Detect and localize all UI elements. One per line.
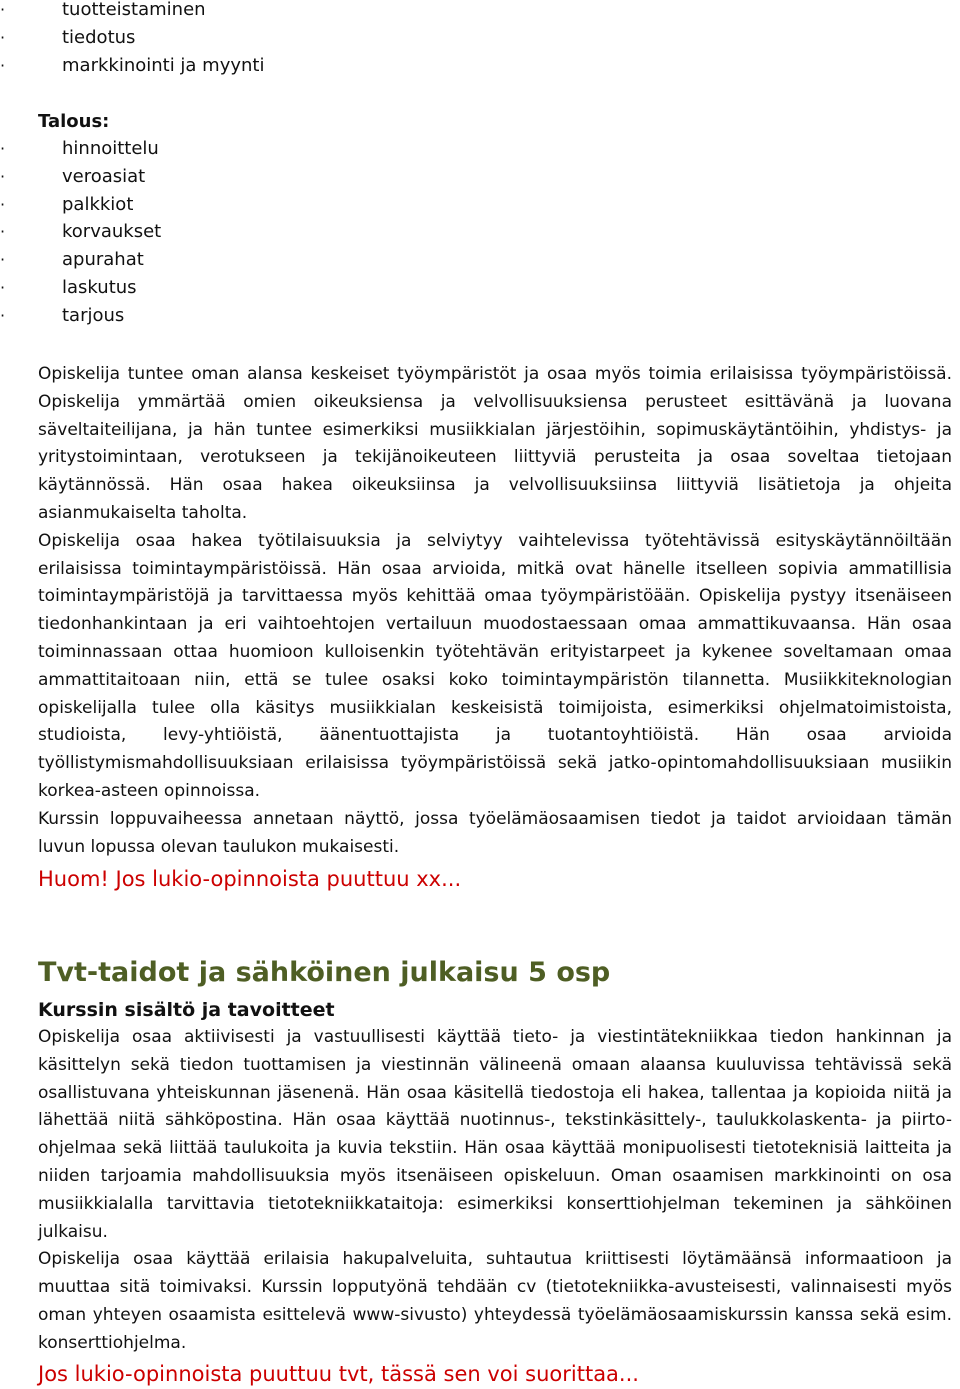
- course-title: Tvt-taidot ja sähköinen julkaisu 5 osp: [38, 957, 611, 988]
- paragraph-assessment: Kurssin loppuvaiheessa annetaan näyttö, jossa työelämäosaamisen tiedot ja taidot arvioidaan tämän luvun lopussa olevan taulukon mukaisesti.: [38, 808, 952, 857]
- paragraph-ict-skills: Opiskelija osaa aktiivisesti ja vastuullisesti käyttää tieto- ja viestintätekniikkaa tiedon hankinnan ja käsittelyn sekä tiedon tuottamisen ja viestinnän välineenä omaan alaansa kuuluvissa tehtävissä sekä osallistuvana yhteiskunnan jäsenenä. Hän osaa käsitellä tiedostoja eli hakea, tallentaa ja kopioida niitä ja lähettää niitä sähköpostina. Hän osaa käyttää nuotinnus-, tekstinkäsittely-, taulukkolaskenta- ja piirto-ohjelmaa sekä liittää taulukoita ja kuvia tekstiin. Hän osaa käyttää monipuolisesti tietoteknisiä laitteita ja niiden tarjoamia mahdollisuuksia myös itsenäiseen opiskeluun. Oman osaamisen markkinointi on osa musiikkialalla tarvittavia tietotekniikkataitoja: esimerkiksi konserttiohjelman tekeminen ja sähköinen julkaisu.: [38, 1027, 952, 1242]
- list-item: · veroasiat: [0, 163, 161, 191]
- list-item: · laskutus: [0, 274, 161, 302]
- section-body: [38, 361, 952, 861]
- bullet-list-topics: [0, 0, 264, 79]
- list-item: · palkkiot: [0, 191, 161, 219]
- bullet-icon: ·: [0, 250, 6, 270]
- paragraph-search-services: Opiskelija osaa käyttää erilaisia hakupalveluita, suhtautua kriittisesti löytämäänsä informaatioon ja muuttaa sitä toimivaksi. Kurssin lopputyönä tehdään cv (tietotekniikka-avusteisesti, valinnaisesti myös oman yhteyen osaamista esittelevä www-sivusto) yhteydessä työelämäosaamiskurssin kanssa sekä esim. konserttiohjelma.: [38, 1249, 952, 1353]
- bullet-icon: ·: [0, 277, 6, 297]
- paragraph-rights: Opiskelija tuntee oman alansa keskeiset työympäristöt ja osaa myös toimia erilaisissa työympäristöissä. Opiskelija ymmärtää omien oikeuksiensa ja velvollisuuksiensa perusteet esittävänä ja luovana säveltaiteilijana, ja hän tuntee esimerkiksi musiikkialan järjestöihin, sopimuskäytäntöihin, yhdistys- ja yritystoimintaan, verotukseen ja tekijänoikeuteen liittyviä perusteita ja osaa soveltaa tietojaan käytännössä. Hän osaa hakea oikeuksiinsa ja velvollisuuksiinsa liittyviä lisätietoja ja ohjeita asianmukaiselta taholta.: [38, 364, 952, 523]
- bullet-icon: ·: [0, 27, 6, 47]
- list-item: · tarjous: [0, 302, 161, 330]
- list-item: · tuotteistaminen: [0, 0, 264, 24]
- note-missing-studies: Huom! Jos lukio-opinnoista puuttuu xx...: [38, 867, 462, 891]
- list-item: · tiedotus: [0, 24, 264, 52]
- talous-heading: Talous:: [38, 111, 110, 132]
- paragraph-work-opportunities: Opiskelija osaa hakea työtilaisuuksia ja selviytyy vaihtelevissa työtehtävissä esityskäytännöiltään erilaisissa toimintaympäristöissä. Hän osaa arvioida, mitkä ovat hänelle itselleen sopivia ammatillisia toimintaympäristöjä ja tarvittaessa myös kehittää omaa työympäristöään. Opiskelija pystyy itsenäiseen tiedonhankintaan ja eri vaihtoehtojen vertailuun muodostaessaan omaa ammattikuvaansa. Hän osaa toiminnassaan ottaa huomioon kulloisenkin työtehtävän erityistarpeet ja kykenee soveltamaan omaa ammattitaitoaan niin, että se tulee osaksi koko toimintaympäristön tilannetta. Musiikkiteknologian opiskelijalla tulee olla käsitys musiikkialan keskeisistä toimijoista, esimerkiksi ohjelmatoimistoista, studioista, levy-yhtiöistä, äänentuottajista ja tuotantoyhtiöistä. Hän osaa arvioida työllistymismahdollisuuksiaan erilaisissa työympäristöissä sekä jatko-opintomahdollisuuksiaan musiikin korkea-asteen opinnoissa.: [38, 530, 952, 801]
- list-item: · apurahat: [0, 246, 161, 274]
- note-tvt-studies: Jos lukio-opinnoista puuttuu tvt, tässä sen voi suorittaa...: [38, 1362, 639, 1386]
- list-item: · korvaukset: [0, 218, 161, 246]
- bullet-icon: ·: [0, 166, 6, 186]
- list-item: · markkinointi ja myynti: [0, 52, 264, 80]
- bullet-icon: ·: [0, 194, 6, 214]
- bullet-list-talous: [0, 135, 161, 330]
- course-subtitle: Kurssin sisältö ja tavoitteet: [38, 999, 335, 1021]
- bullet-icon: ·: [0, 0, 6, 19]
- bullet-icon: ·: [0, 139, 6, 158]
- bullet-icon: ·: [0, 305, 6, 325]
- bullet-icon: ·: [0, 222, 6, 242]
- list-item: · hinnoittelu: [0, 135, 161, 163]
- bullet-icon: ·: [0, 55, 6, 75]
- course-body: [38, 1024, 952, 1358]
